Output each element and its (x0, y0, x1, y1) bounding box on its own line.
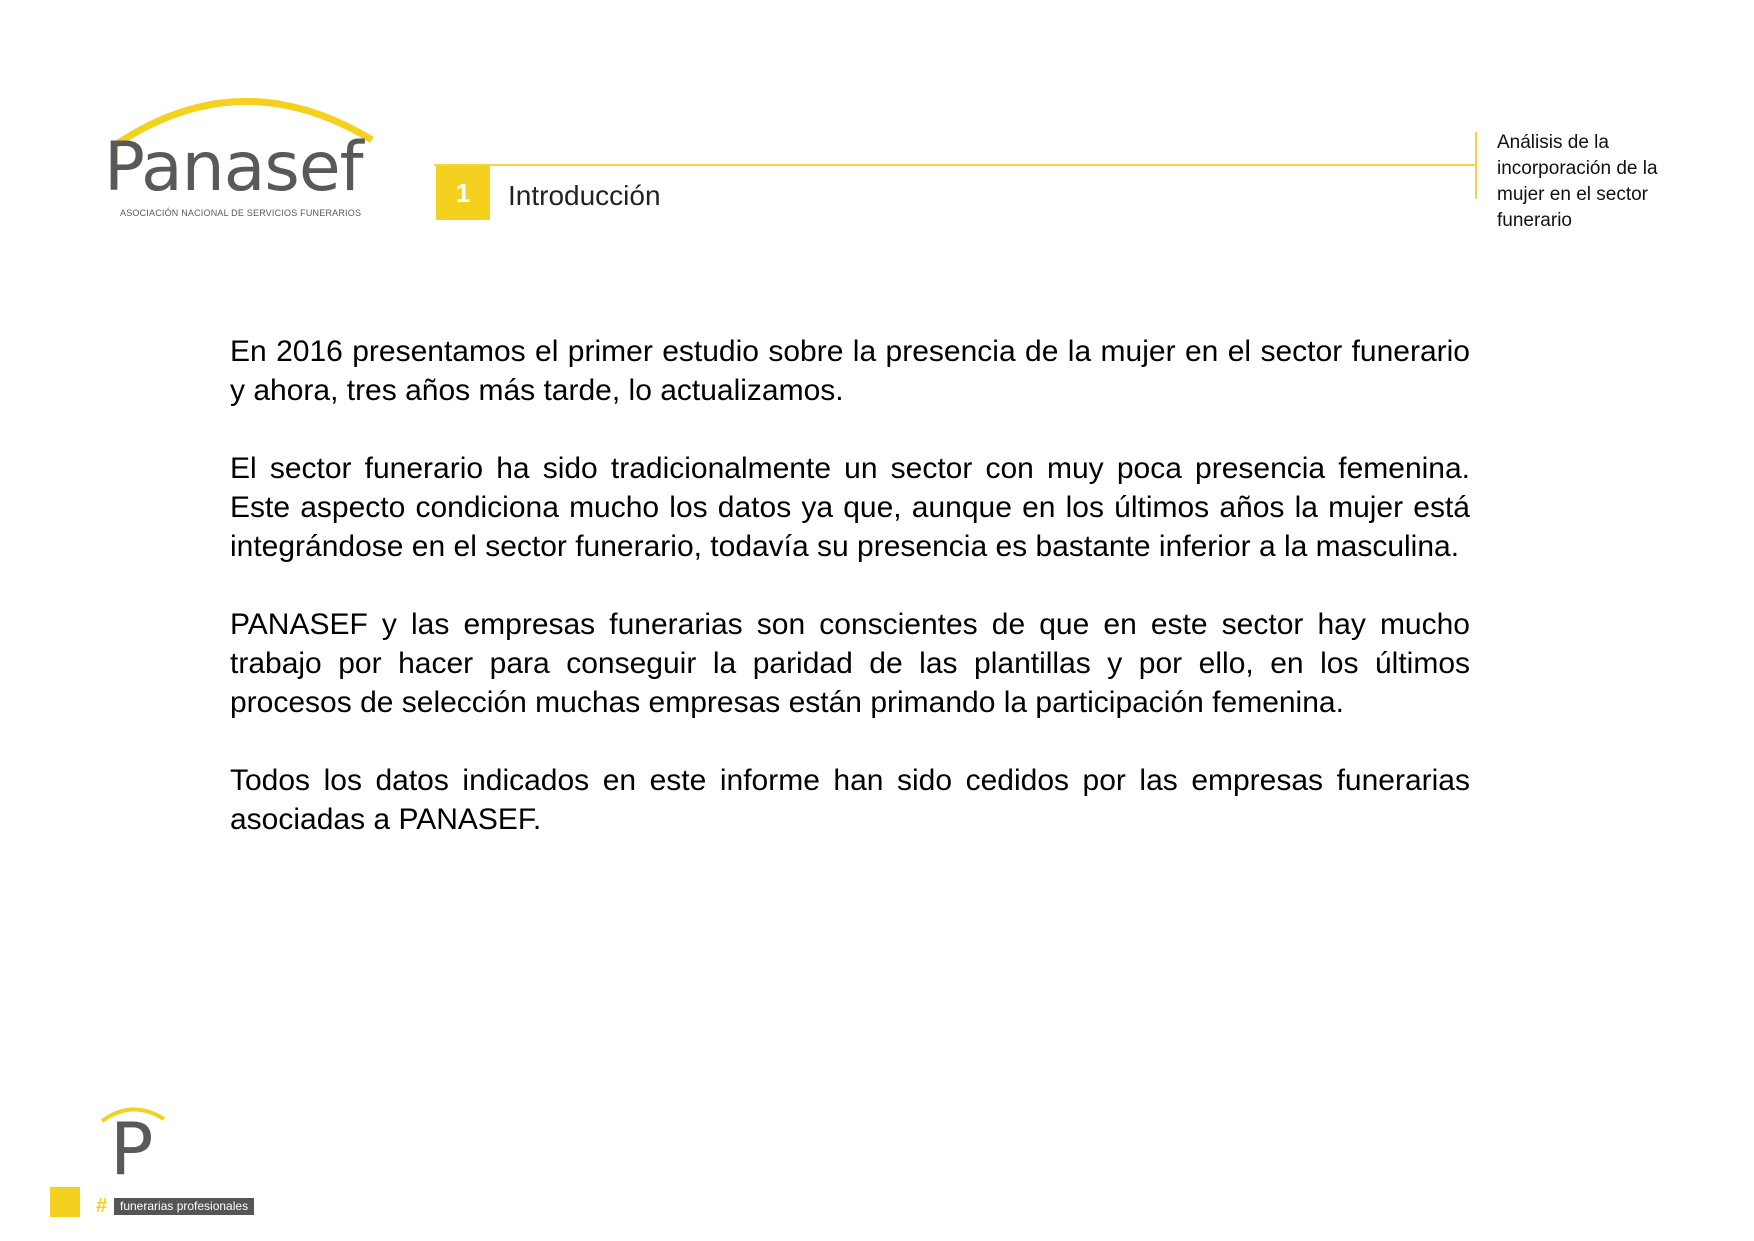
document-title: Análisis de la incorporación de la mujer en el sector funerario (1497, 132, 1658, 231)
footer-yellow-square (50, 1187, 80, 1217)
header-vertical-divider (1475, 132, 1477, 199)
panasef-logo (100, 90, 390, 230)
section-title: Introducción (508, 180, 661, 211)
paragraph: El sector funerario ha sido tradicionalmente un sector con muy poca presencia femenina. Este aspecto condiciona mucho los datos ya que, aunque en los últimos años la mujer está integrándose en el sector funerario, todavía su presencia es bastante inferior a la masculina. (230, 452, 1470, 563)
paragraph: Todos los datos indicados en este informe han sido cedidos por las empresas funerarias asociadas a PANASEF. (230, 764, 1470, 836)
footer-tagline: funerarias profesionales (114, 1198, 254, 1215)
section-number-badge: 1 (436, 166, 490, 220)
logo-subtitle: ASOCIACIÓN NACIONAL DE SERVICIOS FUNERARIOS (120, 208, 362, 218)
body-text (230, 332, 1470, 878)
header-divider (434, 164, 1476, 166)
hashtag-icon: # (96, 1195, 108, 1217)
paragraph: En 2016 presentamos el primer estudio sobre la presencia de la mujer en el sector funerario y ahora, tres años más tarde, lo actualizamos. (230, 335, 1470, 407)
paragraph: PANASEF y las empresas funerarias son conscientes de que en este sector hay mucho trabajo por hacer para conseguir la paridad de las plantillas y por ello, en los últimos procesos de selección muchas empresas están primando la participación femenina. (230, 608, 1470, 719)
footer-logo-letter: P (110, 1107, 154, 1191)
logo-wordmark: Panasef (104, 128, 363, 207)
footer-logo (50, 1105, 290, 1225)
